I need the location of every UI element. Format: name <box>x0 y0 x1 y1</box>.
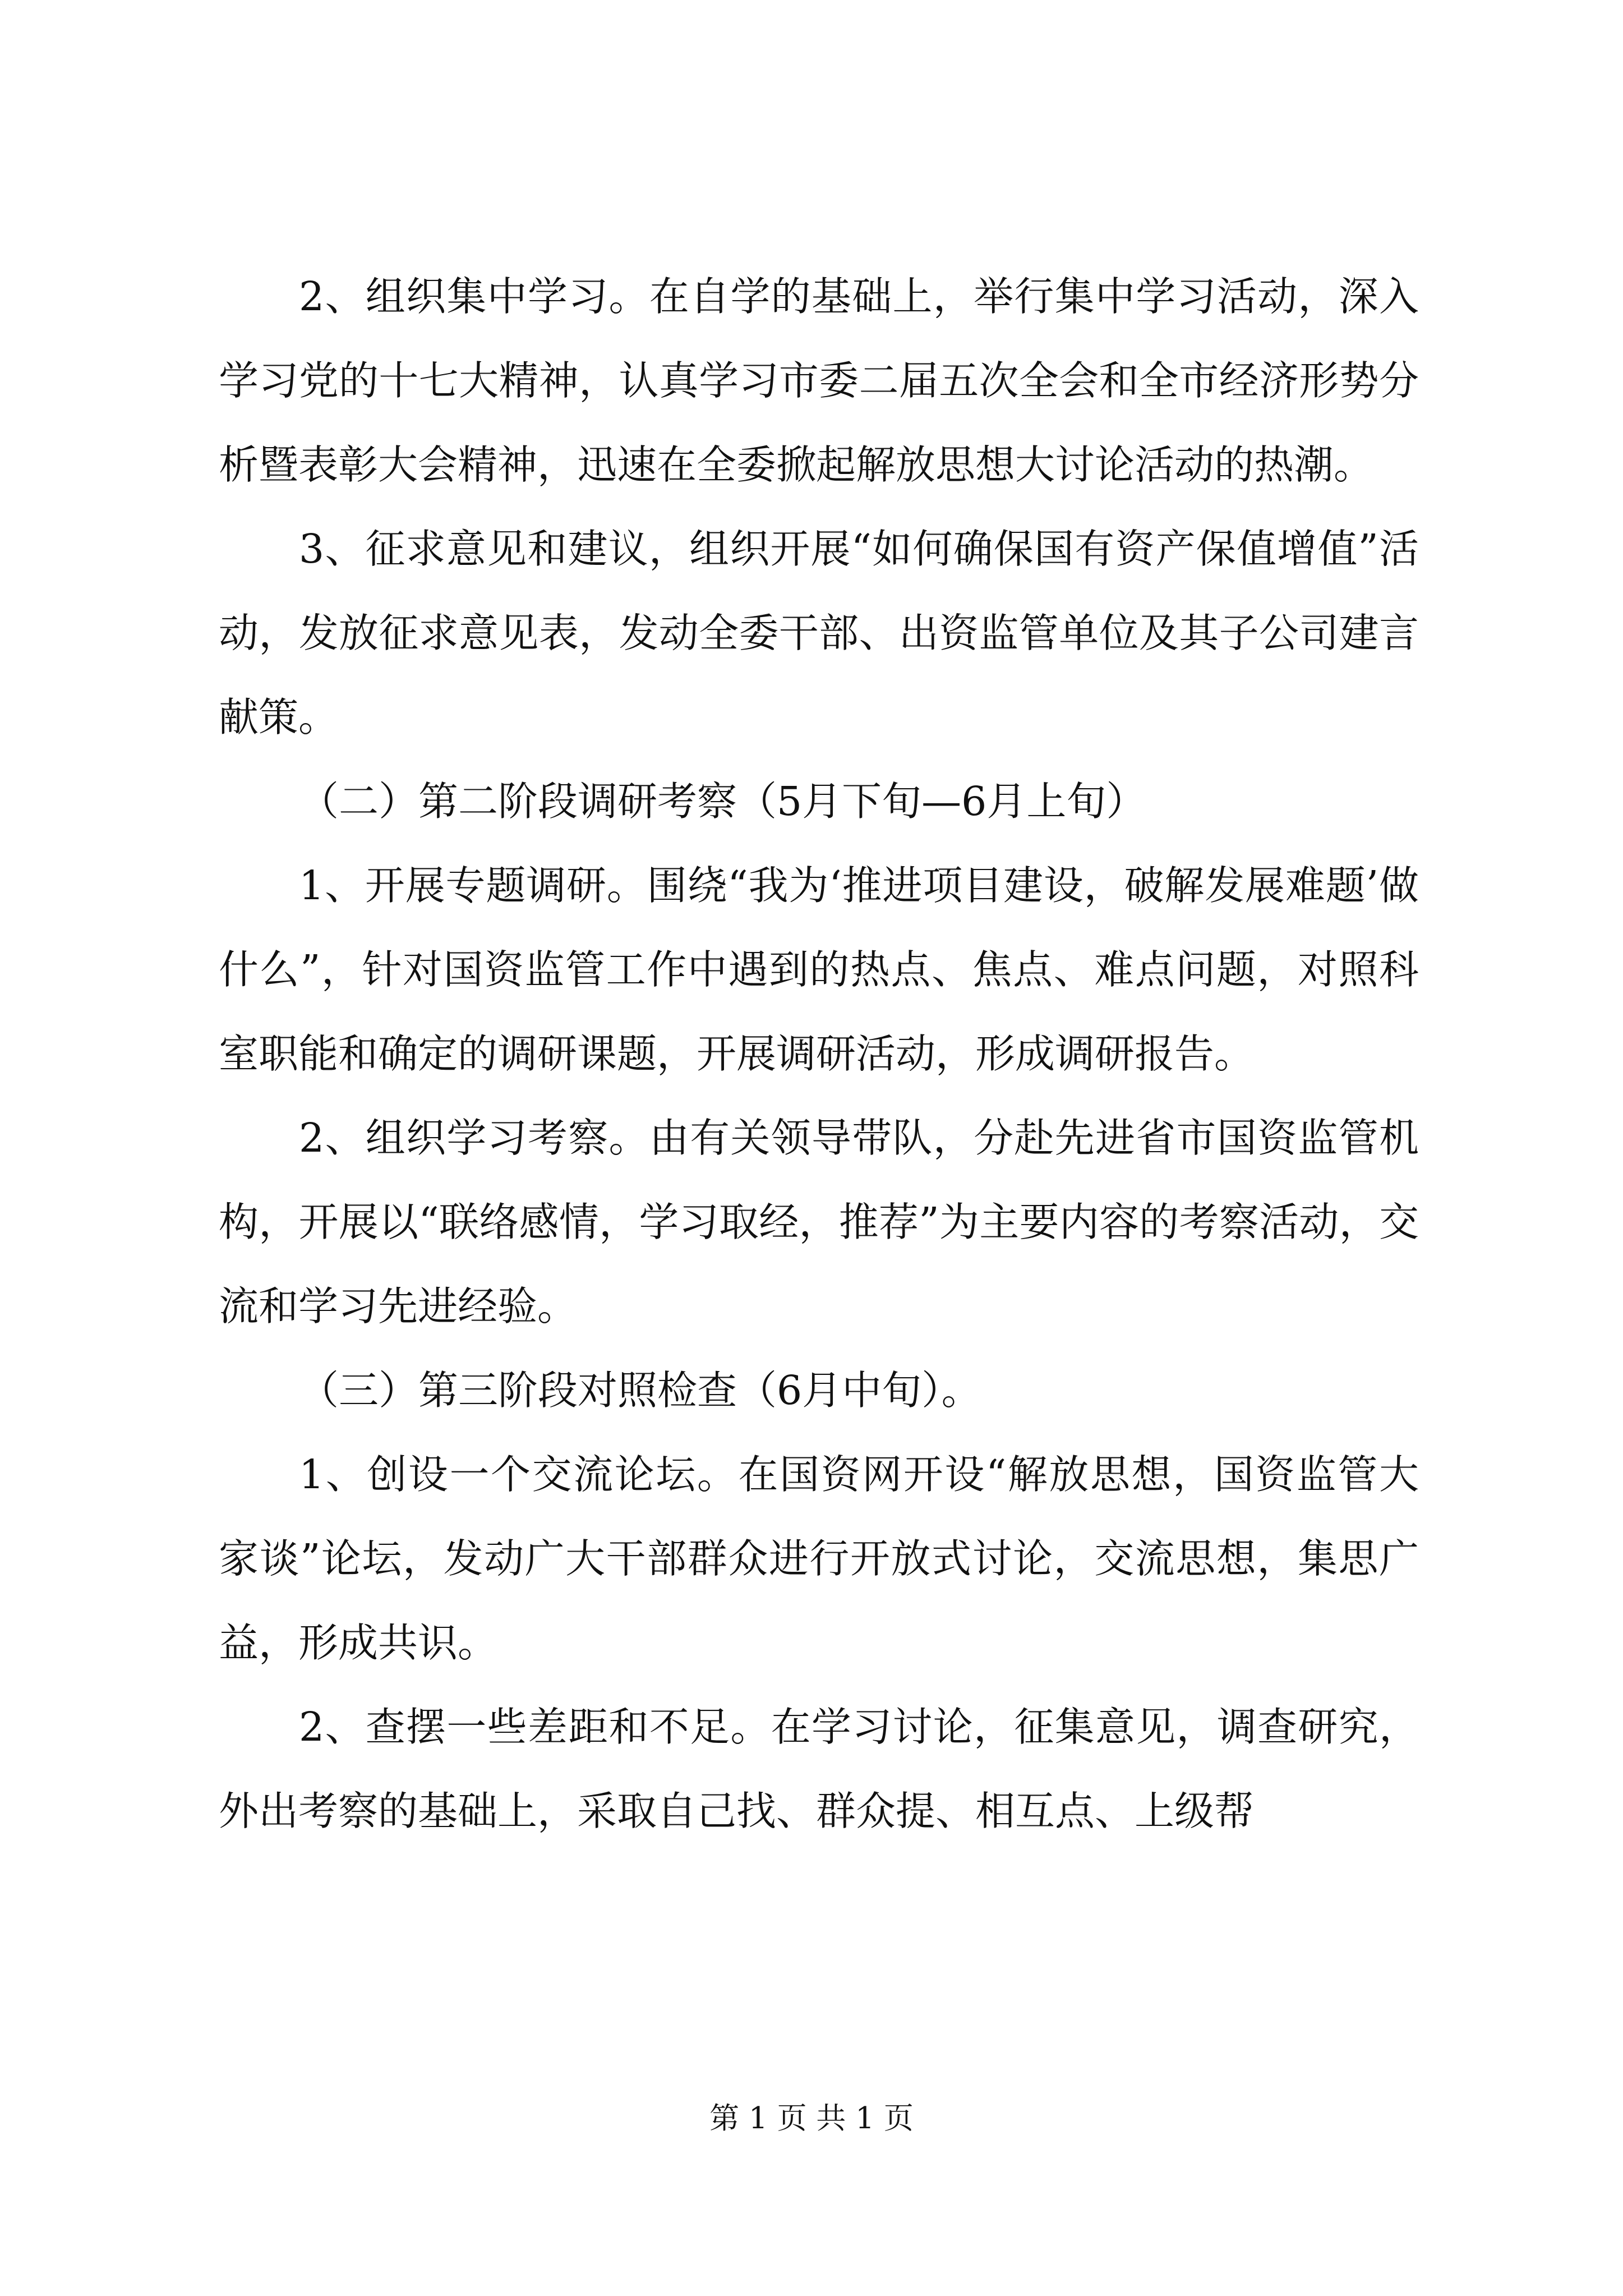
paragraph-special-research: 1、开展专题调研。围绕“我为‘推进项目建设，破解发展难题’做什么”，针对国资监管工作中遇到的热点、焦点、难点问题，对照科室职能和确定的调研课题，开展调研活动，形成调研报告。 <box>219 862 1419 1077</box>
paragraph-study-inspection: 2、组织学习考察。由有关领导带队，分赴先进省市国资监管机构，开展以“联络感情，学习取经，推荐”为主要内容的考察活动，交流和学习先进经验。 <box>219 1115 1419 1329</box>
document-body <box>219 255 1419 1853</box>
paragraph-exchange-forum: 1、创设一个交流论坛。在国资网开设“解放思想，国资监管大家谈”论坛，发动广大干部群众进行开放式讨论，交流思想，集思广益，形成共识。 <box>219 1451 1419 1666</box>
paragraph-find-gaps: 2、查摆一些差距和不足。在学习讨论，征集意见，调查研究，外出考察的基础上，采取自己找、群众提、相互点、上级帮 <box>219 1704 1419 1834</box>
paragraph-solicit-opinions: 3、征求意见和建议，组织开展“如何确保国有资产保值增值”活动，发放征求意见表，发动全委干部、出资监管单位及其子公司建言献策。 <box>219 526 1419 740</box>
page-number-footer: 第 1 页 共 1 页 <box>709 2101 914 2136</box>
section-heading-phase-three: （三）第三阶段对照检查（6月中旬）。 <box>299 1367 981 1414</box>
paragraph-study-concentrated: 2、组织集中学习。在自学的基础上，举行集中学习活动，深入学习党的十七大精神，认真学习市委二届五次全会和全市经济形势分析暨表彰大会精神，迅速在全委掀起解放思想大讨论活动的热潮。 <box>219 273 1419 488</box>
section-heading-phase-two: （二）第二阶段调研考察（5月下旬—6月上旬） <box>299 778 1146 825</box>
